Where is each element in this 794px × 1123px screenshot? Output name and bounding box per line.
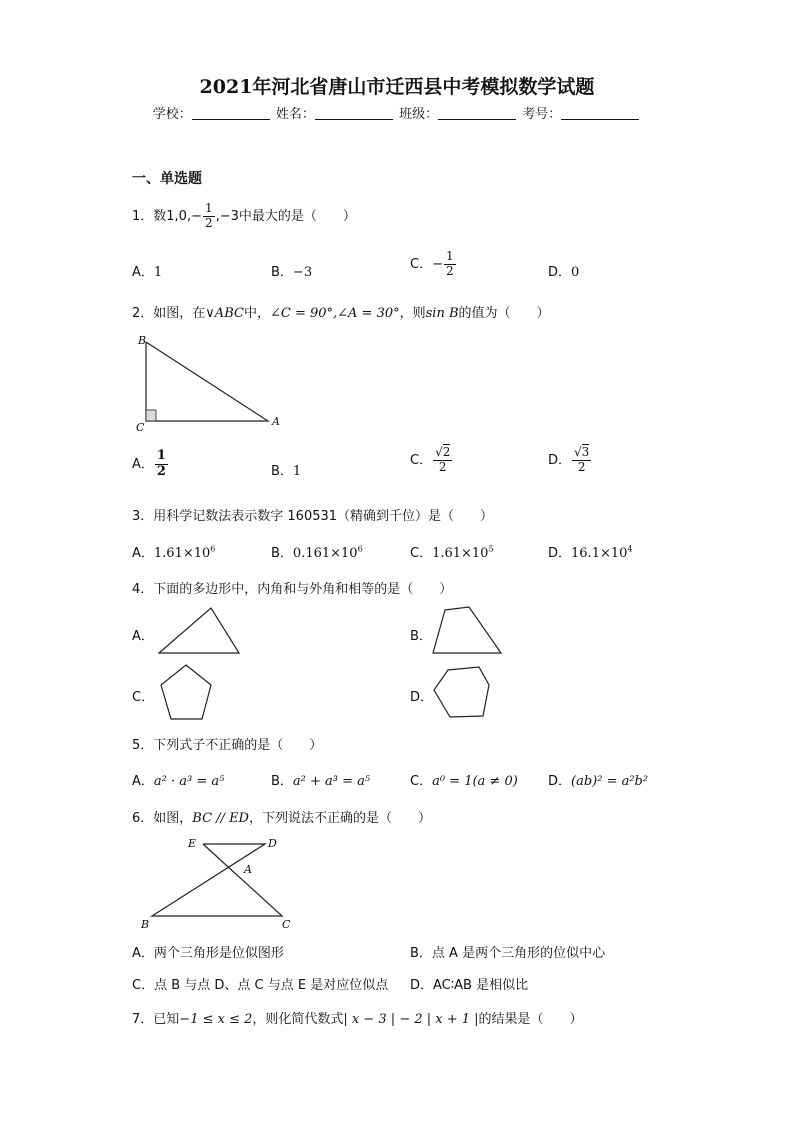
question-number: 7．	[132, 1012, 154, 1027]
denominator: 2	[205, 215, 213, 230]
question-2	[132, 302, 550, 321]
option-label: B．	[410, 629, 432, 644]
question-5	[132, 734, 322, 753]
q2-option-c[interactable]	[410, 446, 453, 475]
figure-outline	[152, 844, 282, 916]
vertex-label-b: B	[141, 918, 150, 931]
q2-option-b[interactable]	[271, 460, 301, 479]
vertex-label-a: A	[272, 415, 280, 428]
exam-number-blank[interactable]	[561, 107, 639, 120]
q6-option-a[interactable]	[132, 942, 284, 961]
q4-option-d[interactable]	[410, 686, 433, 705]
question-text: 数1,0,	[153, 208, 192, 224]
minus-sign: −	[432, 256, 443, 272]
denominator: 2	[438, 459, 447, 474]
option-text: AC∶AB 是相似比	[433, 978, 529, 993]
option-label: C．	[132, 978, 155, 993]
question-7	[132, 1008, 583, 1027]
q6-option-c[interactable]	[132, 974, 388, 993]
option-value: 1.61×10	[432, 546, 489, 561]
vertex-label-e: E	[188, 837, 197, 850]
school-label: 学校：	[152, 107, 192, 122]
option-label: C．	[410, 452, 433, 468]
quadrilateral-shape	[432, 606, 502, 656]
vertex-label-b: B	[138, 334, 147, 347]
fraction	[444, 250, 456, 279]
option-expression: a⁰ = 1(a ≠ 0)	[432, 774, 518, 789]
q2-option-a[interactable]	[132, 449, 169, 480]
math-expression: sin B	[425, 306, 459, 321]
option-label: B．	[410, 946, 432, 961]
option-label: D．	[410, 978, 434, 993]
option-label: A．	[132, 265, 154, 280]
q6-option-b[interactable]	[410, 942, 605, 961]
q4-option-b[interactable]	[410, 625, 432, 644]
question-number: 5．	[132, 738, 154, 753]
exponent: 6	[357, 544, 363, 554]
question-number: 2．	[132, 306, 154, 321]
question-text: ，下列说法不正确的是（ ）	[248, 811, 431, 826]
option-label: C．	[410, 546, 433, 561]
option-label: C．	[410, 774, 433, 789]
option-label: D．	[548, 546, 572, 561]
radicand: 2	[442, 445, 451, 459]
numerator: √3	[574, 445, 590, 459]
question-text: 下列式子不正确的是（ ）	[153, 738, 323, 753]
option-label: B．	[271, 774, 293, 789]
math-expression: ∠C = 90°,∠A = 30°	[269, 306, 400, 321]
class-blank[interactable]	[438, 107, 516, 120]
option-label: A．	[132, 456, 154, 472]
exponent: 4	[627, 544, 633, 554]
numerator: 1	[445, 249, 454, 263]
question-text: 已知	[153, 1012, 180, 1027]
q3-option-d[interactable]	[548, 542, 633, 561]
question-number: 6．	[132, 811, 154, 826]
question-text: 用科学记数法表示数字 160531（精确到千位）是（ ）	[153, 509, 494, 524]
q6-option-d[interactable]	[410, 974, 528, 993]
right-triangle-figure	[130, 330, 290, 435]
exponent: 5	[488, 544, 494, 554]
question-text: ，则化简代数式	[252, 1012, 344, 1027]
option-label: D．	[548, 265, 572, 280]
option-label: D．	[548, 452, 572, 468]
math-expression: ∨ABC	[205, 306, 244, 321]
question-text: 中，	[243, 306, 270, 321]
denominator: 2	[156, 463, 166, 479]
option-expression: (ab)² = a²b²	[571, 774, 649, 789]
school-blank[interactable]	[192, 107, 270, 120]
exam-number-label: 考号：	[522, 107, 562, 122]
option-label: B．	[271, 464, 293, 479]
question-text: 的值为（ ）	[458, 306, 550, 321]
q3-option-b[interactable]	[271, 542, 363, 561]
math-expression: | x − 3 | − 2 | x + 1 |	[343, 1012, 479, 1027]
hexagon-shape	[432, 666, 492, 720]
option-value: −3	[292, 265, 313, 280]
question-1	[132, 202, 356, 231]
question-number: 4．	[132, 582, 154, 597]
pentagon-shape	[159, 664, 213, 722]
fraction	[203, 202, 215, 231]
q4-option-a[interactable]	[132, 625, 154, 644]
question-text: 下面的多边形中，内角和与外角和相等的是（ ）	[153, 582, 453, 597]
question-text: ,−3中最大的是（ ）	[215, 208, 356, 224]
name-label: 姓名：	[275, 107, 315, 122]
question-text: 的结果是（ ）	[478, 1012, 583, 1027]
minus-sign: −	[191, 208, 202, 224]
triangle-outline	[146, 342, 268, 421]
q5-option-b[interactable]	[271, 770, 370, 789]
q5-option-a[interactable]	[132, 770, 224, 789]
option-text: 点 A 是两个三角形的位似中心	[431, 946, 606, 961]
numerator: 1	[205, 201, 213, 215]
q3-option-c[interactable]	[410, 542, 494, 561]
q1-option-a[interactable]	[132, 261, 162, 280]
question-3	[132, 505, 493, 524]
option-expression: a² + a³ = a⁵	[292, 774, 371, 789]
vertex-label-d: D	[268, 837, 277, 850]
q5-option-d[interactable]	[548, 770, 648, 789]
denominator: 2	[445, 263, 454, 278]
option-label: C．	[410, 256, 433, 272]
option-value: 1	[292, 464, 302, 479]
option-expression: a² · a³ = a⁵	[153, 774, 225, 789]
option-label: D．	[548, 774, 572, 789]
question-4	[132, 578, 452, 597]
question-text: ，则	[399, 306, 426, 321]
option-text: 两个三角形是位似图形	[153, 946, 284, 961]
question-number: 3．	[132, 509, 154, 524]
q1-option-b[interactable]	[271, 261, 312, 280]
student-info-line	[0, 103, 794, 122]
q2-option-d[interactable]	[548, 446, 592, 475]
numerator: √2	[435, 445, 451, 459]
question-6	[132, 807, 431, 826]
option-label: C．	[132, 690, 155, 705]
vertex-label-c: C	[282, 918, 291, 931]
option-value: 16.1×10	[571, 546, 628, 561]
option-value: 0.161×10	[292, 546, 358, 561]
name-blank[interactable]	[315, 107, 393, 120]
question-text: 如图，	[153, 811, 193, 826]
option-label: B．	[271, 265, 293, 280]
section-title: 一、单选题	[132, 171, 202, 187]
q1-option-d[interactable]	[548, 261, 579, 280]
option-value: 1	[153, 265, 163, 280]
right-angle-marker	[146, 410, 156, 421]
option-text: 点 B 与点 D、点 C 与点 E 是对应位似点	[154, 978, 389, 993]
option-label: A．	[132, 774, 154, 789]
question-number: 1．	[132, 208, 154, 224]
exponent: 6	[210, 544, 216, 554]
q1-option-c[interactable]	[410, 250, 457, 279]
q4-option-c[interactable]	[132, 686, 154, 705]
similar-triangles-figure	[138, 832, 300, 932]
math-expression: −1 ≤ x ≤ 2	[179, 1012, 253, 1027]
q5-option-c[interactable]	[410, 770, 518, 789]
option-label: B．	[271, 546, 293, 561]
denominator: 2	[577, 459, 586, 474]
radicand: 3	[581, 445, 590, 459]
fraction	[155, 449, 168, 480]
page-title: 2021年河北省唐山市迁西县中考模拟数学试题	[199, 76, 595, 98]
fraction	[433, 446, 452, 475]
fraction	[572, 446, 591, 475]
question-text: 如图，在	[153, 306, 206, 321]
option-label: A．	[132, 629, 154, 644]
q3-option-a[interactable]	[132, 542, 215, 561]
option-value: 1.61×10	[153, 546, 211, 561]
vertex-label-c: C	[136, 421, 145, 434]
triangle-shape	[158, 607, 242, 655]
option-label: A．	[132, 546, 154, 561]
numerator: 1	[156, 448, 166, 463]
vertex-label-a: A	[244, 863, 252, 876]
math-expression: BC // ED	[192, 811, 249, 826]
option-label: D．	[410, 690, 434, 705]
class-label: 班级：	[399, 107, 439, 122]
option-label: A．	[132, 946, 154, 961]
option-value: 0	[571, 265, 580, 280]
